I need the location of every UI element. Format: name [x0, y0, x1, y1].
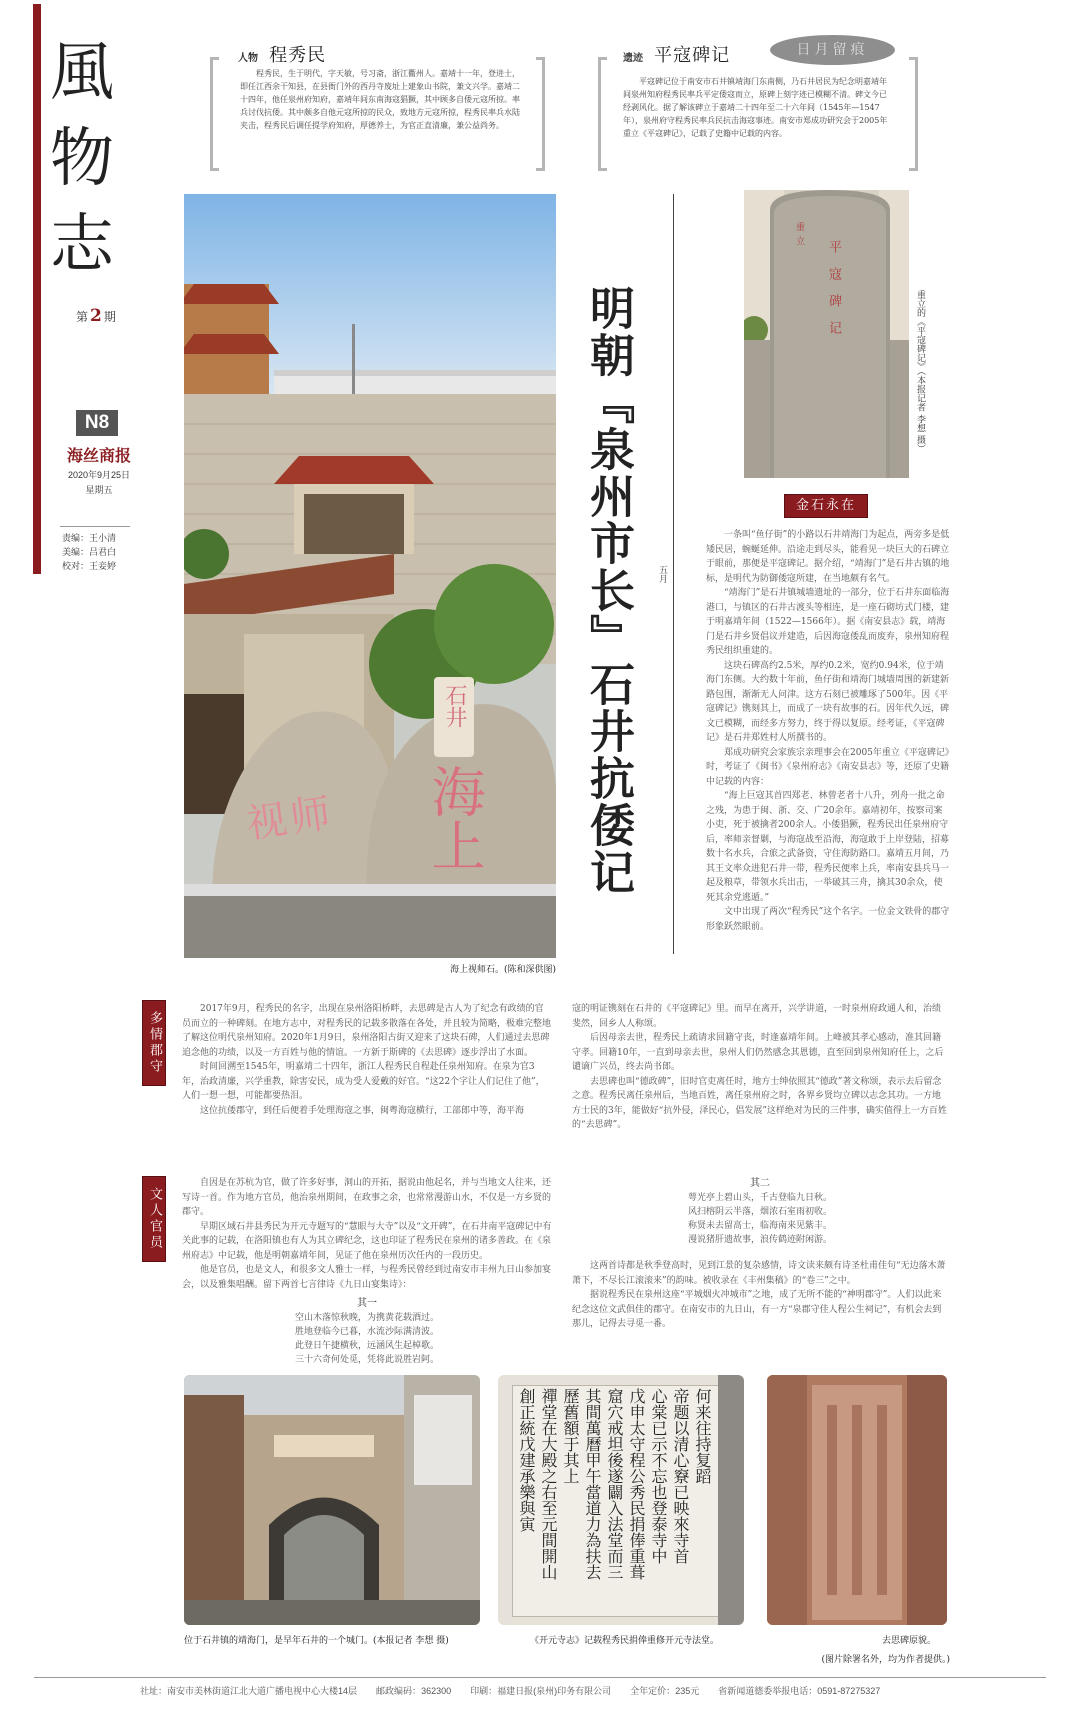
issue-suffix: 期: [103, 310, 116, 324]
book-column: 帝题以清心竂已映來寺首: [671, 1388, 690, 1564]
bottom-photo-stele: [767, 1375, 947, 1625]
paragraph: 他是官员，也是文人，和很多文人雅士一样，与程秀民曾经到过南安市丰州九日山参加宴会，以及雅集唱酬。留下两首七言律诗《九日山宴集诗》：: [182, 1265, 552, 1290]
rock-text-post: 石井: [442, 684, 467, 728]
wenren-col-right: [572, 1176, 948, 1359]
headline: [580, 285, 636, 896]
paragraph: “靖海门”是石井镇城墙遗址的一部分，位于石井东面临海港口，与镇区的石井古渡头等相连，是一座石砌坊式门楼，建于明嘉靖年间（1522—1566年）。据《南安县志》载，靖海门是石井乡贤倡议并建造，后因海寇倭乱而废弃，泉州知府程秀民组织重建的。: [706, 588, 950, 656]
stele-inscription: 平寇碑记: [826, 240, 841, 348]
poem-line: 三十六奇何处觅，凭将此说胜岩阿。: [294, 1355, 439, 1365]
masthead-char-1: 風: [50, 36, 114, 110]
bracket-right: [909, 57, 918, 171]
wenren-right-text: [572, 1259, 948, 1359]
paragraph: 据说程秀民在泉州这座“平城烟火冲城市”之地，成了无所不能的“神明郡守”。人们以此来纪念这位文武俱佳的郡守。在南安市的九日山，有一方“泉郡守佳人程公生祠记”，有机会去到那儿，记得去寻觅一番。: [572, 1290, 942, 1329]
section-tag-duoqing-label: 多情郡守: [147, 1011, 162, 1075]
footer-rule: [34, 1677, 1046, 1678]
editor-credit: 校对：王妾婷: [62, 562, 117, 572]
gate-image: [184, 1375, 480, 1625]
poem-line: 风扫榕阴云半落，烟浓石室雨初收。: [687, 1207, 832, 1217]
masthead-char-3: 志: [50, 208, 114, 282]
footer-printer: 印刷：福建日报(泉州)印务有限公司: [470, 1686, 612, 1696]
bracket-left: [210, 57, 219, 171]
jinshi-article: [706, 528, 951, 934]
section-tag-jinshi: [784, 494, 868, 518]
book-page: [512, 1385, 719, 1617]
svg-text:重: 重: [796, 223, 806, 233]
footer-postcode: 362300: [421, 1686, 452, 1696]
poem-1-title: 其一: [357, 1298, 377, 1309]
paragraph: 2017年9月，程秀民的名字，出现在泉州洛阳桥畔，去思碑是古人为了纪念有政绩的官员而立的一种碑刻。在地方志中，对程秀民的记载多散落在各处，并且较为简略，极难完整地了解这位明代泉州知府。2020年1月9日，泉州洛阳古街又迎来了这块石碑，人们通过去思碑追念他的功绩，以及一方百姓与他的情谊。一方新于斯碑的《去思碑》逐步浮出了水面。: [182, 1004, 552, 1058]
book-column: 窟穴戒坦後遂闢入法堂而三: [605, 1388, 624, 1580]
profile-heading: [238, 41, 326, 67]
masthead-title: [50, 30, 140, 288]
column-rule: [673, 194, 674, 954]
issue-prefix: 第: [76, 310, 89, 324]
masthead-char-2: 物: [50, 122, 114, 196]
byline: 五月: [657, 565, 667, 583]
main-photo-caption: 海上视师石。(陈和深供图): [449, 965, 556, 975]
paragraph: 这块石碑高约2.5米，厚约0.2米，宽约0.94米，位于靖海门东侧。大约数十年前，鱼仔街和靖海门城墙周围的新建新路包围，渐渐无人问津。这方石刻已被雕琢了500年。因《平寇碑记》镌刻其上，而成了一块有故事的石。因年代久远，碑文已模糊，而经多方努力，终于得以复原。经考证，《平寇碑记》是石井郑姓村人所撰书的。: [706, 660, 950, 743]
page-number-badge: [76, 410, 118, 436]
poem-line: 漫说猪肝遗故事，浪传鹤迹附闲游。: [687, 1235, 832, 1245]
editor-divider: [60, 526, 130, 527]
bracket-right: [536, 57, 545, 171]
section-tag-wenren: [142, 1176, 166, 1262]
footer-address: 社址：南安市美林街道江北大道广播电视中心大楼14层: [140, 1686, 358, 1696]
stele-heading: [623, 41, 730, 67]
stele-text: 平寇碑记位于南安市石井镇靖海门东南侧，乃石井居民为纪念明嘉靖年间泉州知府程秀民率兵平定倭寇而立，原碑上刻字迹已模糊不清。碑文今已经剥风化。据了解该碑立于嘉靖二十四年至二十六年间（1545年—1547年），泉州府守程秀民率兵民抗击海寇事迹。南安市郑成功研究会于2005年重立《平寇碑记》，记载了史籍中记载的内容。: [623, 77, 888, 138]
paper-name-logo: 海丝商报: [66, 446, 131, 465]
section-tag-wenren-label: 文人官员: [147, 1187, 162, 1251]
headline-part-1: 明朝: [582, 285, 635, 379]
rock-text-left: 视师: [243, 789, 338, 848]
profile-text: 程秀民，生于明代，字天敏，号习斋，浙江衢州人。嘉靖十一年，登进士，即任江西余干知县，在县衙门外的西丹寺废址上建象山书院，兼文兴学。嘉靖二十四年，他任泉州府知府，嘉靖年间东南海寇猖獗，其中顾多自倭元寇所掠。率兵讨伐抗倭。其中颇多自他元寇所掠的民众，致地方元寇所掠，程秀民率兵水陆夹击，程秀民后调任提学府知府，厚德养士，为官正直清廉，兼公益尚务。: [240, 69, 520, 130]
stele-photo: [744, 190, 909, 478]
section-tag-jinshi-label: 金石永在: [795, 498, 856, 513]
poem-line: 空山木落惊秋晚，为携黄花载酒过。: [294, 1313, 439, 1323]
book-spine: [718, 1375, 744, 1625]
paragraph: “海上巨寇其首四郑老、林曾老者十八升，列舟一批之命之残，为患于闽、浙、交、广20余年。嘉靖初年，按察司案小吏，死于被擒者200余人。小倭猖獗，程秀民出任泉州府守后，率师亲督剿，与海寇战至沿海，海寇敢于上岸登陆，招募数十名水兵，合旅之武备资，守住海防路口。嘉靖五月间，乃其王文率众进犯石井一带，程秀民便率上兵，率南安县兵马一起及粮草，带领水兵出击，一举破其三舟，擒其30余众，使死其余党逃遁。”: [706, 791, 950, 903]
bottom-photo-stele-caption: 去思碑原貌。: [882, 1636, 937, 1646]
stele-box: [598, 42, 918, 173]
stele-photo-caption: 重立的《平寇碑记》（本报记者 李想 摄）: [915, 290, 925, 454]
book-column: 歷舊額于其上: [561, 1388, 580, 1484]
poem-line: 萼光亭上碧山头，千古登临九日秋。: [687, 1193, 832, 1203]
page-number: N8: [84, 412, 110, 433]
book-column: 戊申太守程公秀民捐俸重葺: [627, 1388, 646, 1580]
main-photo: [184, 194, 556, 958]
paragraph: 早期区域石井县秀民为开元寺题写的“慧眼与大寺”以及“文开碑”，在石井南平寇碑记中有关此事的记载，在洛阳镇也有人为其立碑纪念，这也印证了程秀民在泉州的诸多善政。在《泉州府志》中记载，他是明朝嘉靖年间，见证了他在泉州历次任内的一段历史。: [182, 1221, 552, 1261]
poem-2-title: 其二: [750, 1178, 770, 1189]
stele-name: 平寇碑记: [654, 45, 731, 66]
stele-ruin-image: [767, 1375, 947, 1625]
footer-postcode-label: 邮政编码：: [376, 1686, 422, 1696]
paragraph: 这位抗倭郡守，到任后便着手处理海寇之事，闽粤海寇横行，工部郎中等，海平海: [200, 1105, 525, 1116]
headline-part-2: 『泉州市长』: [582, 379, 635, 661]
book-text: [513, 1386, 715, 1616]
book-column: 創正統戊建承樂與寅: [517, 1388, 536, 1532]
profile-tag: 人物: [238, 53, 258, 64]
bottom-photo-gate-caption: 位于石井镇的靖海门，是早年石井的一个城门。(本报记者 李想 摄): [184, 1636, 449, 1646]
photo-credit-note: (图片除署名外，均为作者提供。): [821, 1655, 950, 1665]
paragraph: 一条叫“鱼仔街”的小路以石井靖海门为起点，两旁多是低矮民居，蜿蜒延伸。沿途走到尽头，能看见一块巨大的石碑立于眼前，那便是平寇碑记。据介绍，“靖海门”是石井古镇的地标，是明代为防御倭寇所建，在当地颇有名气。: [706, 530, 950, 584]
publish-weekday: 星期五: [85, 486, 113, 496]
book-column: 心棠已示不忘也登泰寺中: [649, 1388, 668, 1564]
footer-hotline: 省新闻道德委举报电话：0591-87275327: [718, 1686, 881, 1696]
book-column: 禪堂在大殿之右至元間開山: [539, 1388, 558, 1580]
publish-date: 2020年9月25日: [67, 470, 131, 480]
footer-price: 235元: [675, 1686, 700, 1696]
book-column: 其間萬曆甲午當道力為扶去: [583, 1388, 602, 1580]
footer: [140, 1684, 960, 1697]
paragraph: 时间回溯至1545年，明嘉靖二十四年，浙江人程秀民自程赴任泉州知府。在泉为官3年，治政清廉，兴学重教，除害安民，成为受人爱戴的好官。“这22个字让人们记住了他”，人们一想一想，可能都要热泪。: [182, 1062, 545, 1101]
editor-credit: 美编：吕君白: [62, 548, 117, 558]
stele-tag: 遗迹: [623, 53, 643, 64]
bottom-photo-book-caption: 《开元寺志》记载程秀民捐俸重修开元寺法堂。: [530, 1636, 720, 1646]
paragraph: 自因是在苏杭为官，做了许多好事，洞山的开拓，据说由他起名，并与当地文人往来，还写诗一首。作为地方官员，他治泉州期间，在政事之余，也常常漫游山水，不仅是一方乡贤的郡守。: [182, 1178, 552, 1217]
wenren-col-left: [182, 1176, 552, 1367]
poem-1: [182, 1296, 552, 1367]
rock-text-right: 海上: [423, 764, 486, 872]
paragraph: 郑成功研究会家族宗亲理事会在2005年重立《平寇碑记》时，考证了《闽书》《泉州府志》《南安县志》等，还原了史籍中记载的内容：: [706, 747, 950, 787]
poem-line: 胜地登临今已暮，水流沙际满清波。: [294, 1327, 439, 1337]
bracket-left: [598, 57, 607, 171]
poem-2: [572, 1176, 948, 1247]
masthead-red-bar: [33, 4, 41, 574]
duoqing-col-right: [572, 1002, 948, 1142]
profile-name: 程秀民: [269, 45, 327, 66]
seal-stamp: 日月留痕: [770, 35, 895, 65]
bottom-photo-gate: [184, 1375, 480, 1625]
headline-part-3: 石井抗倭记: [582, 661, 635, 896]
main-photo-image: [184, 194, 556, 958]
bottom-photo-book: [498, 1375, 744, 1625]
paragraph: 寇的明证镌刻在石井的《平寇碑记》里。而早在离开，兴学讲道，一时泉州府政通人和，治绩斐然，回乡人人称颂。: [572, 1004, 942, 1029]
paragraph: 这两首诗都是秋季登高时，见到江景的复杂感情，诗文读来颇有诗圣杜甫佳句“无边落木萧萧下，不尽长江滚滚来”的韵味。被收录在《丰州集稿》的“卷三”之中。: [572, 1261, 946, 1286]
svg-text:立: 立: [796, 237, 806, 247]
footer-price-label: 全年定价：: [630, 1686, 676, 1696]
issue-num: 2: [90, 306, 102, 326]
poem-line: 称贤未去留高士，临海南来见紫丰。: [687, 1221, 832, 1231]
book-column: 何来往持复蹈: [693, 1388, 712, 1484]
editor-credits: [62, 532, 116, 574]
paragraph: 文中出现了两次“程秀民”这个名字。一位金文铁骨的郡守形象跃然眼前。: [706, 907, 950, 932]
editor-credit: 责编：王小清: [62, 534, 117, 544]
paragraph: 后因母亲去世，程秀民上疏请求回籍守丧，时逢嘉靖年间。上峰被其孝心感动，准其回籍守孝。回籍10年，一直到母亲去世，泉州人们仍然感念其恩德，直至回到泉州知府任上，之后谴谪广兴员，终去尚书郎。: [572, 1033, 944, 1072]
profile-box: [210, 45, 545, 173]
paragraph: 去思碑也叫“德政碑”，旧时官吏离任时，地方士绅依照其“德政”著文称颂，表示去后留念之意。程秀民离任泉州后，当地百姓，离任泉州府之时，各界乡贤均立碑以志念其功。一方地方士民的3年，能做好“抗外侵，泽民心，倡发展”这样绝对为民的三件事，确实值得上一方百姓的“去思碑”。: [572, 1076, 947, 1130]
issue-number: [76, 306, 116, 326]
duoqing-col-left: [182, 1002, 552, 1142]
wenren-left-text: [182, 1176, 552, 1294]
section-tag-duoqing: [142, 1000, 166, 1086]
poem-line: 此登日午捷横秋，远涵风生起棹歌。: [294, 1341, 439, 1351]
